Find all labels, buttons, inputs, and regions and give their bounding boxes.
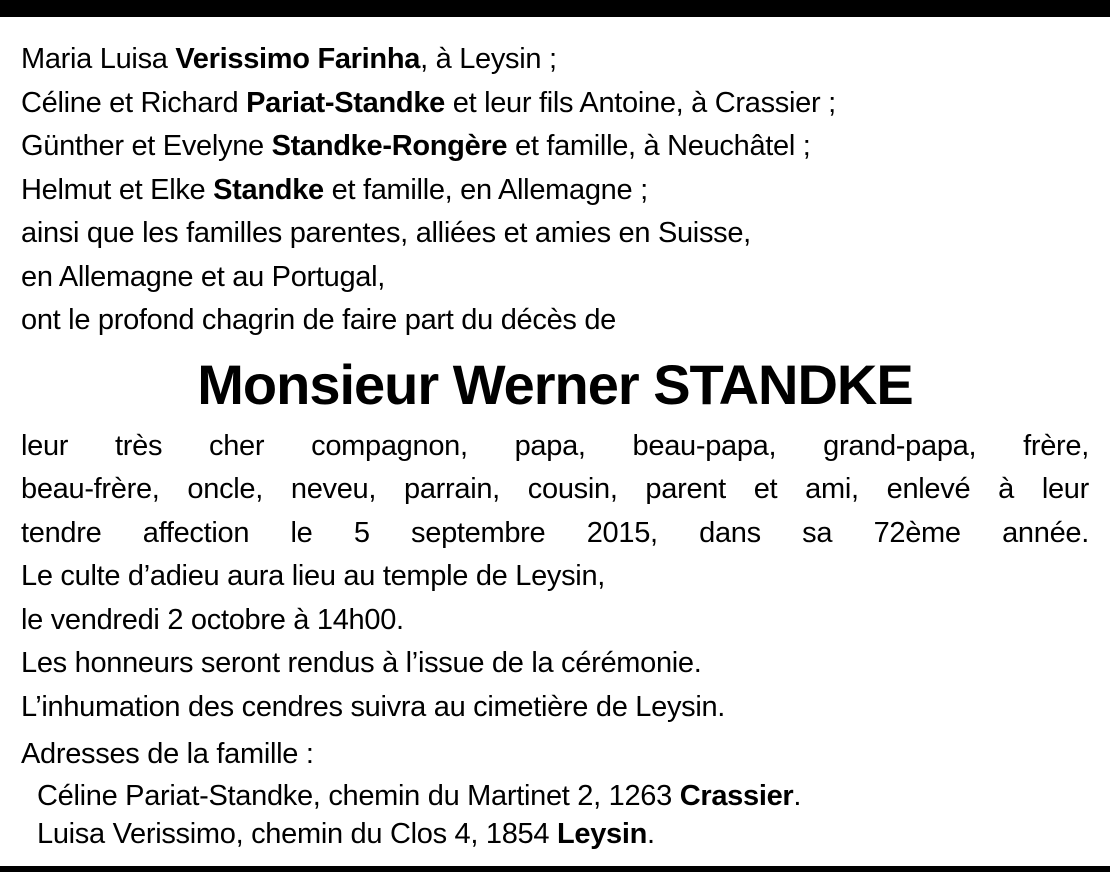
family-line-text: et famille, en Allemagne ; — [323, 173, 648, 206]
family-line — [21, 38, 1089, 82]
intro-line: ont le profond chagrin de faire part du décès de — [21, 304, 617, 336]
address-line — [21, 777, 1089, 815]
family-line — [21, 82, 1089, 126]
ceremony-line: le vendredi 2 octobre à 14h00. — [21, 603, 404, 636]
family-line-text: Maria Luisa — [21, 43, 176, 75]
family-line-text: Céline et Richard — [21, 86, 247, 119]
address-text: Céline Pariat-Standke, chemin du Martinet 2, 1263 — [37, 779, 680, 812]
family-line-text: , à Leysin ; — [420, 43, 557, 75]
bottom-border — [0, 866, 1110, 872]
obituary-notice — [21, 38, 1089, 853]
family-line — [21, 125, 1089, 169]
tribute-line: leur très cher compagnon, papa, beau-papa, grand-papa, frère, — [21, 429, 1089, 462]
family-line — [21, 169, 1089, 213]
ceremony-line: Les honneurs seront rendus à l’issue de la cérémonie. — [21, 647, 702, 679]
address-text: . — [793, 779, 802, 812]
tribute-line: tendre affection le 5 septembre 2015, dans sa 72ème année. — [21, 516, 1089, 549]
address-town: Crassier — [679, 779, 794, 812]
family-line-text: Helmut et Elke — [21, 173, 214, 206]
address-line — [21, 815, 1089, 853]
family-surname: Verissimo Farinha — [175, 43, 421, 75]
top-border — [0, 0, 1110, 17]
family-line-text: Günther et Evelyne — [21, 130, 272, 162]
tribute-line: beau-frère, oncle, neveu, parrain, cousin, parent et ami, enlevé à leur — [21, 473, 1089, 505]
address-town: Leysin — [556, 817, 648, 850]
address-text: Luisa Verissimo, chemin du Clos 4, 1854 — [37, 817, 557, 850]
ceremony-line: L’inhumation des cendres suivra au cimetière de Leysin. — [21, 690, 726, 723]
ceremony-line: Le culte d’adieu aura lieu au temple de Leysin, — [21, 560, 606, 592]
family-surname: Standke — [213, 173, 324, 206]
intro-line: ainsi que les familles parentes, alliées et amies en Suisse, — [21, 217, 751, 249]
family-surname: Pariat-Standke — [246, 86, 445, 119]
deceased-name: Monsieur Werner STANDKE — [197, 352, 913, 416]
intro-line: en Allemagne et au Portugal, — [21, 260, 386, 293]
addresses-heading: Adresses de la famille : — [21, 738, 314, 770]
family-line-text: et leur fils Antoine, à Crassier ; — [444, 86, 836, 119]
address-text: . — [647, 817, 655, 850]
family-surname: Standke-Rongère — [271, 130, 508, 162]
family-line-text: et famille, à Neuchâtel ; — [507, 130, 811, 162]
